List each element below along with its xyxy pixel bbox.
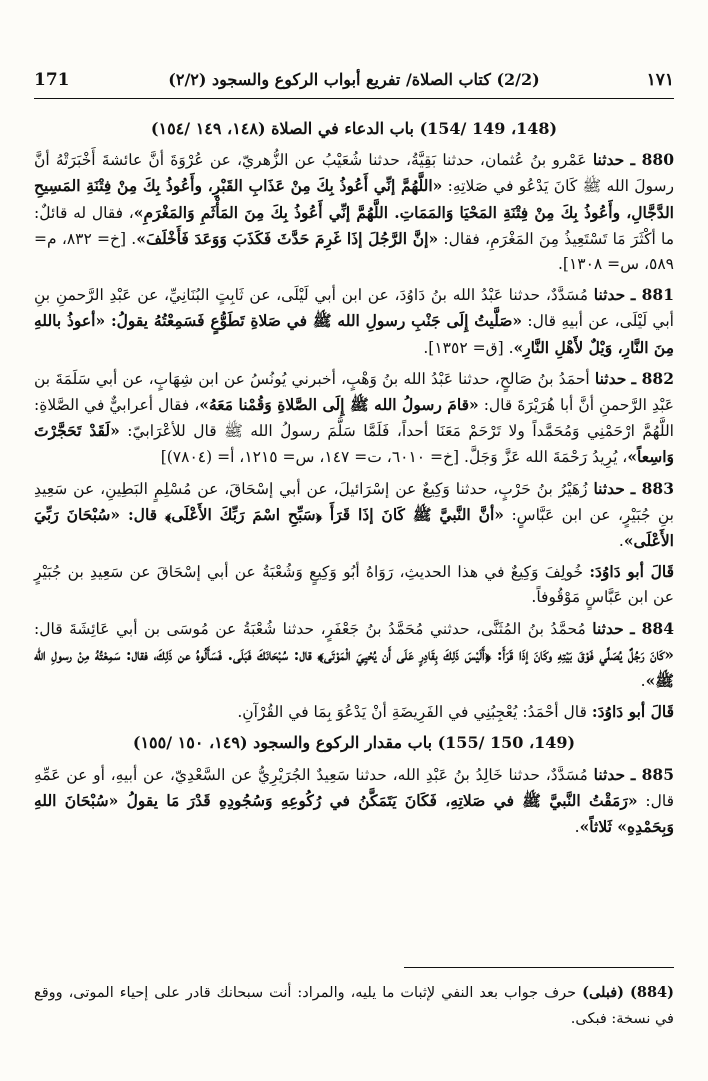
hadith-matn: «رَمَقْتُ النَّبيَّ ﷺ في صَلاتِهِ، فَكَانَ يَتَمَكَّنُ في رُكُوعِهِ وَسُجُودِهِ قَدْرَ مَا يقولُ «سُبْحَانَ اللهِ وَبِحَمْدِهِ» ثَلاثاً»: [34, 790, 674, 837]
chapter-heading: (148، 149 /154) باب الدعاء في الصلاة (١٤٨، ١٤٩ /١٥٤): [150, 119, 558, 138]
hadith-narrator: حدثنا: [592, 150, 625, 170]
footnote-divider: [404, 967, 674, 968]
hadith-matn: «قامَ رسولُ الله ﷺ إِلَى الصَّلاةِ وَقُمْنا مَعَهُ»: [199, 395, 479, 415]
abu-dawud-note: [34, 699, 674, 725]
note-text: قال أحْمَدُ: يُعْجِبُنِي في الفَرِيضَةِ أنْ يَدْعُوَ بِمَا في القُرْآنِ.: [237, 703, 587, 722]
hadith-chain: مُسَدَّدٌ، حدثنا عَبْدُ الله بنُ دَاوُدَ، عن ابن أبي لَيْلَى، عن ثَابِتٍ البُنَانِيِّ، عن عَبْدِ الرَّحمنِ بنِ أبي لَيْلَى، عن أبيهِ قال:: [34, 286, 674, 331]
hadith-reference: .: [618, 532, 624, 551]
hadith-narrator: حدثنا: [594, 368, 627, 388]
footnote: [34, 980, 674, 1032]
hadith-matn: «صَلَّيتُ إِلَى جَنْبِ رسولِ الله ﷺ في صَلاةِ تَطَوُّعٍ فَسَمِعْتُهُ يقولُ: «أعوذُ باللهِ مِنَ النَّارِ، وَيْلٌ لأَهْلِ النَّارِ»: [34, 311, 674, 357]
hadith-reference: . [خ= ٨٣٢، م= ٥٨٩، س= ١٣٠٨].: [34, 229, 674, 274]
hadith-narrator: حدثنا: [592, 618, 624, 638]
footnote-text: حرف جواب بعد النفي لإثبات ما يليه، والمراد: أنت سبحانك قادر على إحياء الموتى، ووقع في نسخة: فبكى.: [34, 985, 674, 1027]
hadith-884: [34, 616, 674, 695]
note-label: قَالَ أبو دَاوُدَ:: [591, 702, 674, 722]
main-text: [34, 112, 674, 845]
hadith-chain-cont: ، فقال له قائلٌ: ما أكْثَرَ مَا تَسْتَعِيذُ مِنَ المَغْرَمِ، فقال:: [34, 203, 675, 248]
page-number-arabic: ١٧١: [646, 70, 674, 90]
hadith-matn: «اللَّهُمَّ إنِّي أَعُوذُ بِكَ مِنْ عَذَابِ القَبْرِ، وأَعُوذُ بِكَ مِنْ فِتْنَةِ المَسِيحِ الدَّجَّالِ، وأَعُوذُ بِكَ مِنْ فِتْنَةِ المَحْيَا وَالمَمَاتِ. اللَّهُمَّ إنِّي أَعُوذُ بِكَ مِنَ المَأْثَمِ وَالمَغْرَمِ»: [34, 176, 674, 222]
hadith-chain: مُحمَّدُ بنُ المُثَنَّى، حدثني مُحَمَّدُ بنُ جَعْفَرٍ، حدثنا شُعْبَةُ عن مُوسَى بن أبي عَائِشَةَ قال:: [34, 619, 586, 638]
hadith-reference: . [ق= ١٣٥٢].: [423, 338, 514, 357]
abu-dawud-note: [34, 559, 674, 610]
hadith-matn: «كَانَ رَجُلٌ يُصَلِّي فَوْقَ بَيْتِهِ وكَانَ إذَا قَرَأَ: ﴿أَلَيْسَ ذَلِكَ بِقَادِرٍ عَلَى أَن يُحْيِيَ الْمَوْتَى﴾ قال: سُبْحَانَكَ فَبَلَى. فَسَأَلُوهُ عن ذَلِكَ، فقال: سَمِعْتُهُ مِنْ رسولِ الله ﷺ»: [34, 644, 674, 691]
hadith-885: [34, 762, 674, 841]
hadith-reference: ، يُرِيدُ رَحْمَةَ الله عَزَّ وَجَلَّ. [خ= ٦٠١٠، ت= ١٤٧، س= ١٢١٥، أ= (٧٨٠٤)]: [160, 448, 628, 467]
hadith-narrator: حدثنا: [593, 764, 626, 784]
footnote-label: (884): [629, 984, 675, 1001]
running-title: (2/2) كتاب الصلاة/ تفريع أبواب الركوع والسجود (٢/٢): [168, 70, 540, 89]
header-divider: [34, 98, 674, 99]
hadith-chain: عَمْرو بنُ عُثمان، حدثنا بَقِيَّةُ، حدثنا شُعَيْبُ عن الزُّهريّ، عن عُرْوَةَ أنَّ عائشةَ أَخْبَرَتْهُ أنَّ رسولَ الله ﷺ كَانَ يَدْعُو في صَلاتِهِ:: [34, 151, 674, 196]
hadith-reference: .: [574, 818, 580, 837]
hadith-883: [34, 476, 674, 555]
hadith-number: 882 ـ: [631, 368, 674, 388]
hadith-number: 885 ـ: [630, 764, 674, 784]
footnote-term: (فبلى): [582, 984, 624, 1001]
page-number-latin: 171: [34, 70, 70, 90]
note-text: خُولِفَ وَكِيعٌ في هذا الحديثِ، رَوَاهُ أبُو وَكِيعٍ وَشُعْبَةُ عن أبي إسْحَاقَ عن سَعِيدِ بن جُبَيْرٍ عن ابن عَبَّاسٍ مَوْقُوفاً.: [34, 563, 674, 607]
hadith-number: 881 ـ: [630, 285, 674, 305]
hadith-chain-cont: ، فقال أعرابيٌّ في الصَّلاةِ: اللَّهُمَّ ارْحَمْنِي وَمُحَمَّداً ولا تَرْحَمْ مَعَنَا أحداً، فَلَمَّا سَلَّمَ رسولُ الله ﷺ قال للأعْرَابيّ:: [34, 396, 674, 441]
hadith-reference: .: [640, 672, 646, 691]
hadith-881: [34, 282, 674, 361]
hadith-matn-cont: «لَقَدْ تَحَجَّرْتَ وَاسِعاً»: [34, 421, 674, 467]
hadith-matn-cont: «إنَّ الرَّجُلَ إذَا غَرِمَ حَدَّثَ فَكَذَبَ وَوَعَدَ فَأَخْلَفَ»: [136, 228, 439, 248]
hadith-number: 884 ـ: [630, 618, 674, 638]
hadith-chain: مُسَدَّدٌ، حدثنا خَالِدُ بنُ عَبْدِ الله، حدثنا سَعِيدٌ الجُرَيْرِيُّ عن السَّعْدِيّ، عن أبيهِ، أو عن عَمِّهِ قال:: [34, 765, 674, 810]
chapter-heading: (149، 150 /155) باب مقدار الركوع والسجود (١٤٩، ١٥٠ /١٥٥): [132, 733, 576, 753]
hadith-882: [34, 366, 674, 471]
hadith-chain: أحمَدُ بنُ صَالحٍ، حدثنا عَبْدُ الله بنُ وَهْبٍ، أخبرني يُونُسُ عن ابن شِهَابٍ، عن أبي سَلَمَةَ بن عَبْدِ الرَّحمنِ أنَّ أبا هُرَيْرَةَ قال:: [34, 369, 675, 415]
hadith-number: 883 ـ: [630, 478, 674, 498]
note-label: قَالَ أبو دَاوُدَ:: [589, 562, 674, 582]
hadith-matn: «أنَّ النَّبيَّ ﷺ كَانَ إذَا قَرَأَ ﴿سَبِّحِ اسْمَ رَبِّكَ الأَعْلَى﴾ قال: «سُبْحَانَ رَبِّيَ الأَعْلَى»: [34, 504, 674, 551]
hadith-number: 880 ـ: [630, 150, 674, 170]
page-header: [34, 64, 674, 98]
hadith-narrator: حدثنا: [593, 285, 626, 305]
hadith-880: [34, 147, 674, 277]
hadith-chain: زُهَيْرُ بنُ حَرْبٍ، حدثنا وَكِيعٌ عن إسْرَائيلَ، عن أبي إسْحَاقَ، عن مُسْلِمٍ البَطِينِ، عن سَعِيدِ بنِ جُبَيْرٍ، عن ابن عَبَّاسٍ:: [34, 479, 674, 524]
hadith-narrator: حدثنا: [593, 478, 625, 498]
